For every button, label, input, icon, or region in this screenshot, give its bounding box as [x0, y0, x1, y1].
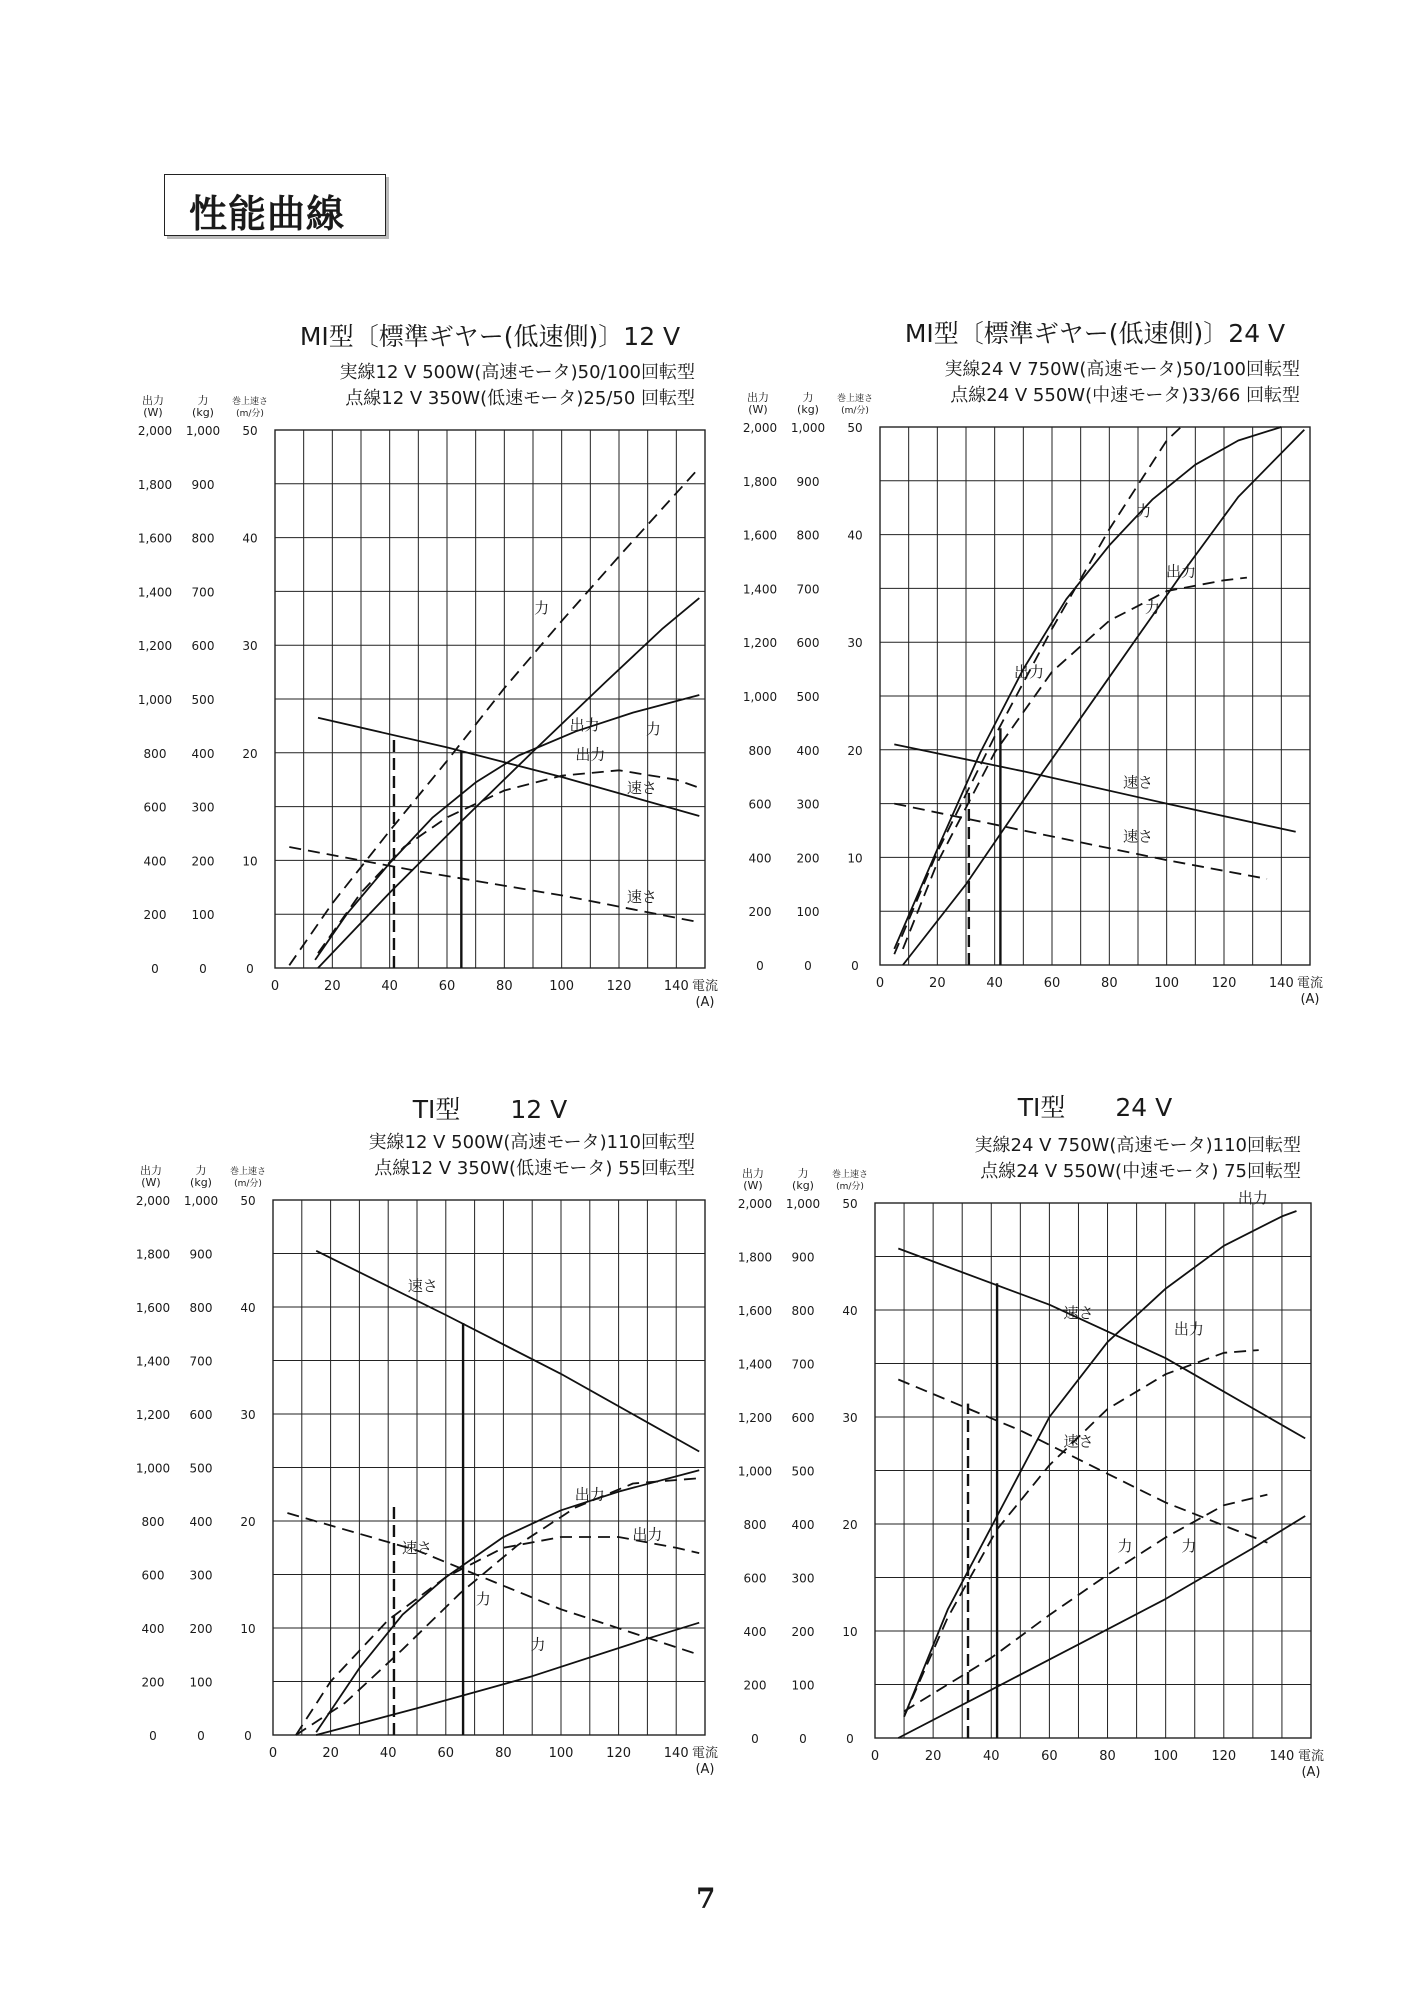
legend-entry: 点線24 V 550W(中速モータ)33/66 回転型 — [950, 385, 1300, 406]
y-tick-speed: 0 — [851, 959, 859, 973]
series-line — [318, 770, 699, 953]
y-tick-force: 0 — [804, 959, 812, 973]
y-tick-output: 1,600 — [737, 1304, 773, 1318]
series-line — [903, 430, 1304, 965]
series-label: 出力 — [1014, 663, 1045, 682]
y-tick-force: 100 — [189, 1675, 213, 1690]
x-tick: 80 — [1101, 976, 1118, 991]
series-label: 出力 — [575, 745, 606, 764]
axis-header-speed: (m/分) — [841, 406, 869, 416]
y-tick-speed: 10 — [240, 1622, 256, 1636]
y-tick-output: 800 — [743, 1518, 767, 1532]
series-label: 速さ — [1063, 1432, 1094, 1451]
y-tick-output: 1,000 — [737, 1464, 773, 1479]
y-tick-force: 600 — [796, 636, 820, 651]
chart-title: TI型 24 V — [1017, 1093, 1173, 1122]
axis-header-output: 出力 — [747, 391, 769, 404]
y-tick-force: 500 — [191, 693, 215, 707]
x-axis-label: (A) — [695, 995, 715, 1010]
y-tick-force: 700 — [791, 1357, 815, 1372]
series-line — [316, 1251, 699, 1452]
x-tick: 80 — [1099, 1749, 1116, 1764]
series-label: 出力 — [569, 715, 600, 734]
y-tick-output: 800 — [141, 1515, 165, 1529]
chart-2 — [743, 319, 1323, 1007]
y-tick-force: 1,000 — [785, 1197, 821, 1211]
y-tick-output: 0 — [756, 959, 764, 973]
x-tick: 20 — [929, 976, 946, 991]
x-tick: 40 — [982, 1749, 1000, 1764]
series-label: 出力 — [1237, 1189, 1268, 1207]
y-tick-force: 100 — [191, 908, 215, 923]
x-tick: 120 — [1211, 1749, 1237, 1764]
y-tick-force: 400 — [791, 1518, 815, 1532]
x-tick: 40 — [986, 976, 1003, 991]
y-tick-output: 800 — [748, 743, 772, 758]
y-tick-speed: 30 — [240, 1408, 256, 1422]
y-tick-force: 300 — [796, 797, 820, 812]
x-tick: 100 — [1153, 1749, 1179, 1764]
series-line — [316, 1470, 699, 1732]
chart-title: TI型 12 V — [412, 1095, 568, 1124]
axis-header-speed: 巻上速さ — [229, 1167, 267, 1177]
y-tick-output: 400 — [141, 1622, 165, 1636]
y-tick-speed: 40 — [847, 528, 863, 543]
axis-header-output: 出力 — [742, 1167, 764, 1180]
series-label: 力 — [534, 598, 550, 617]
y-tick-output: 1,400 — [135, 1354, 171, 1369]
x-tick: 0 — [870, 1749, 880, 1764]
chart-4 — [738, 1093, 1324, 1780]
y-tick-speed: 0 — [846, 1732, 854, 1746]
y-tick-force: 400 — [796, 743, 820, 758]
series-label: 出力 — [574, 1485, 605, 1504]
legend-entry: 点線12 V 350W(低速モータ) 55回転型 — [374, 1158, 695, 1179]
page-title: 性能曲線 — [189, 192, 346, 236]
axis-header-output: 出力 — [142, 394, 164, 407]
axis-header-speed: (m/分) — [236, 409, 264, 419]
y-tick-force: 700 — [189, 1354, 213, 1369]
x-tick: 140 — [663, 979, 689, 994]
y-tick-output: 400 — [143, 854, 167, 869]
y-tick-output: 400 — [748, 851, 772, 866]
y-tick-speed: 30 — [242, 639, 258, 654]
y-tick-output: 1,200 — [137, 639, 173, 654]
series-line — [904, 1211, 1296, 1717]
y-tick-force: 900 — [796, 474, 820, 489]
axis-header-force: 力 — [195, 1164, 207, 1177]
x-tick: 80 — [495, 1746, 512, 1761]
series-label: 速さ — [1122, 773, 1154, 792]
series-label: 速さ — [626, 779, 657, 798]
x-tick: 80 — [496, 979, 513, 994]
y-tick-speed: 0 — [244, 1729, 252, 1743]
axis-header-speed: 巻上速さ — [831, 1170, 869, 1180]
y-tick-output: 1,200 — [737, 1411, 773, 1425]
y-tick-output: 200 — [748, 905, 772, 920]
series-label: 速さ — [626, 888, 657, 907]
axis-header-output: 出力 — [140, 1164, 162, 1177]
axis-header-force: 力 — [802, 391, 814, 404]
y-tick-force: 1,000 — [183, 1194, 219, 1208]
y-tick-output: 1,000 — [742, 690, 778, 704]
y-tick-force: 200 — [791, 1625, 815, 1639]
y-tick-force: 800 — [796, 528, 820, 543]
y-tick-output: 1,600 — [742, 528, 778, 543]
y-tick-output: 2,000 — [137, 424, 173, 438]
x-axis-label: (A) — [695, 1762, 715, 1777]
y-tick-force: 400 — [189, 1515, 213, 1529]
x-tick: 60 — [1041, 1749, 1058, 1764]
series-line — [904, 1495, 1267, 1712]
y-tick-force: 200 — [796, 851, 820, 866]
y-tick-speed: 50 — [240, 1194, 256, 1208]
axis-header-output: (W) — [141, 1176, 161, 1189]
y-tick-output: 1,400 — [137, 585, 173, 600]
y-tick-output: 800 — [143, 746, 167, 761]
chart-title: MI型〔標準ギヤー(低速側)〕12 V — [299, 322, 681, 351]
y-tick-force: 400 — [191, 746, 215, 761]
series-label: 力 — [1117, 1536, 1133, 1555]
axis-header-force: 力 — [797, 1167, 809, 1180]
y-tick-speed: 0 — [246, 962, 254, 976]
legend-entry: 実線12 V 500W(高速モータ)110回転型 — [368, 1132, 695, 1153]
series-label: 出力 — [1173, 1320, 1204, 1339]
series-line — [289, 847, 699, 922]
y-tick-output: 600 — [748, 797, 772, 812]
y-tick-speed: 40 — [240, 1301, 256, 1315]
series-label: 力 — [1181, 1536, 1197, 1555]
series-line — [296, 1478, 699, 1735]
y-tick-speed: 30 — [847, 636, 863, 651]
y-tick-force: 600 — [189, 1408, 213, 1422]
y-tick-speed: 20 — [842, 1518, 858, 1532]
y-tick-output: 2,000 — [135, 1194, 171, 1208]
y-tick-speed: 20 — [847, 743, 863, 758]
y-tick-force: 300 — [191, 800, 215, 815]
y-tick-speed: 10 — [842, 1625, 858, 1639]
grid — [875, 1203, 1311, 1738]
y-tick-speed: 50 — [242, 424, 258, 438]
x-tick: 40 — [381, 979, 398, 994]
x-axis-label: (A) — [1301, 1765, 1321, 1780]
y-tick-output: 600 — [143, 800, 167, 815]
page-number: 7 — [696, 1882, 716, 1915]
y-tick-output: 400 — [743, 1625, 767, 1639]
axis-header-output: (W) — [143, 406, 163, 419]
series-label: 力 — [645, 719, 661, 738]
chart-title: MI型〔標準ギヤー(低速側)〕24 V — [904, 319, 1286, 348]
y-tick-force: 1,000 — [790, 421, 826, 435]
x-tick: 140 — [663, 1746, 689, 1761]
y-tick-output: 0 — [751, 1732, 759, 1746]
y-tick-speed: 40 — [842, 1304, 858, 1318]
axis-header-speed: 巻上速さ — [231, 397, 269, 407]
x-tick: 20 — [322, 1746, 339, 1761]
series-line — [898, 1516, 1305, 1738]
y-tick-force: 700 — [796, 582, 820, 597]
series-label: 速さ — [401, 1539, 433, 1558]
y-tick-force: 900 — [191, 477, 215, 492]
legend-entry: 点線12 V 350W(低速モータ)25/50 回転型 — [345, 388, 695, 409]
series-label: 力 — [1136, 501, 1152, 520]
x-tick: 0 — [268, 1746, 278, 1761]
y-tick-speed: 50 — [847, 421, 863, 435]
y-tick-output: 1,600 — [135, 1301, 171, 1315]
series-label: 速さ — [407, 1276, 438, 1295]
y-tick-output: 200 — [141, 1675, 165, 1690]
y-tick-speed: 20 — [240, 1515, 256, 1529]
x-tick: 60 — [1043, 976, 1061, 991]
series-line — [894, 744, 1295, 831]
y-tick-force: 1,000 — [185, 424, 221, 438]
grid — [273, 1200, 705, 1735]
x-tick: 140 — [1268, 976, 1294, 991]
series-line — [296, 1537, 699, 1735]
series-line — [894, 427, 1281, 949]
y-tick-force: 500 — [796, 690, 820, 704]
x-tick: 140 — [1269, 1749, 1295, 1764]
x-axis-label: (A) — [1300, 992, 1320, 1007]
grid — [880, 427, 1310, 965]
y-tick-force: 800 — [791, 1304, 815, 1318]
legend-entry: 実線12 V 500W(高速モータ)50/100回転型 — [339, 362, 695, 383]
series-label: 力 — [475, 1589, 491, 1608]
y-tick-output: 200 — [143, 908, 167, 923]
y-tick-force: 300 — [189, 1568, 213, 1583]
series-label: 力 — [530, 1635, 546, 1654]
x-axis-label: 電流 — [1296, 976, 1324, 991]
y-tick-output: 2,000 — [737, 1197, 773, 1211]
x-tick: 60 — [438, 979, 456, 994]
x-tick: 100 — [548, 1746, 574, 1761]
y-tick-output: 1,000 — [135, 1461, 171, 1476]
x-tick: 120 — [1211, 976, 1237, 991]
x-tick: 100 — [549, 979, 575, 994]
y-tick-speed: 50 — [842, 1197, 858, 1211]
y-tick-output: 600 — [743, 1571, 767, 1586]
axis-header-speed: (m/分) — [836, 1182, 864, 1192]
y-tick-output: 1,400 — [742, 582, 778, 597]
y-tick-force: 200 — [191, 854, 215, 869]
axis-header-force: (kg) — [192, 406, 214, 419]
y-tick-force: 0 — [197, 1729, 205, 1743]
axis-header-force: (kg) — [792, 1179, 814, 1192]
y-tick-output: 2,000 — [742, 421, 778, 435]
axis-header-force: 力 — [197, 394, 209, 407]
series-label: 速さ — [1063, 1304, 1094, 1323]
y-tick-force: 500 — [189, 1461, 213, 1476]
series-label: 速さ — [1122, 827, 1154, 846]
x-tick: 20 — [924, 1749, 942, 1764]
x-tick: 120 — [606, 1746, 632, 1761]
legend-entry: 点線24 V 550W(中速モータ) 75回転型 — [980, 1161, 1301, 1182]
y-tick-force: 800 — [191, 531, 215, 546]
axis-header-force: (kg) — [797, 403, 819, 416]
y-tick-output: 1,800 — [737, 1250, 773, 1265]
series-line — [315, 695, 699, 960]
series-label: 力 — [1144, 598, 1160, 617]
y-tick-output: 600 — [141, 1568, 165, 1583]
y-tick-force: 100 — [791, 1678, 815, 1693]
x-tick: 0 — [875, 976, 885, 991]
y-tick-output: 0 — [151, 962, 159, 976]
y-tick-force: 600 — [191, 639, 215, 654]
y-tick-speed: 10 — [847, 851, 863, 866]
x-tick: 0 — [270, 979, 280, 994]
chart-1 — [138, 322, 718, 1010]
y-tick-output: 1,800 — [137, 477, 173, 492]
y-tick-force: 900 — [189, 1247, 213, 1262]
y-tick-speed: 30 — [842, 1411, 858, 1425]
y-tick-force: 0 — [199, 962, 207, 976]
series-label: 出力 — [632, 1525, 663, 1544]
x-axis-label: 電流 — [691, 979, 719, 994]
axis-header-speed: (m/分) — [234, 1179, 262, 1189]
x-tick: 40 — [379, 1746, 397, 1761]
x-tick: 20 — [324, 979, 341, 994]
chart-3 — [136, 1095, 718, 1777]
y-tick-output: 200 — [743, 1678, 767, 1693]
y-tick-force: 0 — [799, 1732, 807, 1746]
series-line — [898, 1249, 1305, 1439]
axis-header-output: (W) — [743, 1179, 763, 1192]
legend-entry: 実線24 V 750W(高速モータ)50/100回転型 — [944, 359, 1300, 380]
y-tick-output: 1,600 — [137, 531, 173, 546]
y-tick-force: 800 — [189, 1301, 213, 1315]
y-tick-output: 1,800 — [742, 474, 778, 489]
y-tick-output: 0 — [149, 1729, 157, 1743]
x-axis-label: 電流 — [1297, 1749, 1325, 1764]
y-tick-speed: 20 — [242, 746, 258, 761]
y-tick-speed: 10 — [242, 854, 258, 869]
y-tick-speed: 40 — [242, 531, 258, 546]
series-line — [318, 715, 699, 816]
y-tick-output: 1,000 — [137, 693, 173, 707]
y-tick-output: 1,400 — [737, 1357, 773, 1372]
series-label: 出力 — [1165, 562, 1197, 581]
y-tick-output: 1,800 — [135, 1247, 171, 1262]
y-tick-output: 1,200 — [135, 1408, 171, 1422]
y-tick-force: 700 — [191, 585, 215, 600]
y-tick-force: 900 — [791, 1250, 815, 1265]
x-axis-label: 電流 — [691, 1746, 719, 1761]
y-tick-force: 200 — [189, 1622, 213, 1636]
y-tick-force: 600 — [791, 1411, 815, 1425]
legend-entry: 実線24 V 750W(高速モータ)110回転型 — [974, 1135, 1301, 1156]
y-tick-force: 300 — [791, 1571, 815, 1586]
x-tick: 100 — [1154, 976, 1180, 991]
y-tick-force: 100 — [796, 905, 820, 920]
y-tick-force: 500 — [791, 1464, 815, 1479]
series-line — [898, 1380, 1267, 1543]
x-tick: 120 — [606, 979, 632, 994]
axis-header-speed: 巻上速さ — [836, 394, 874, 404]
y-tick-output: 1,200 — [742, 636, 778, 651]
x-tick: 60 — [437, 1746, 455, 1761]
axis-header-force: (kg) — [190, 1176, 212, 1189]
series-line — [316, 1623, 699, 1735]
axis-header-output: (W) — [748, 403, 768, 416]
